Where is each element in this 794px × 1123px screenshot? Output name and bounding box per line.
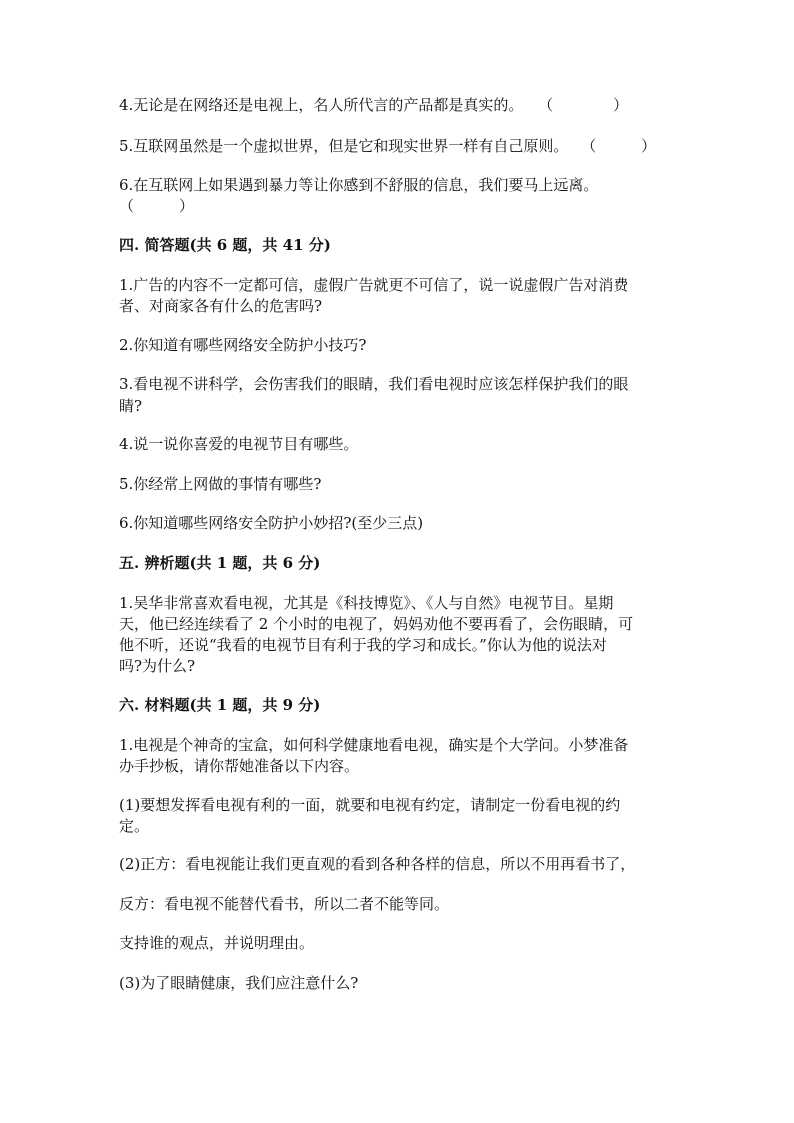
judgment-item-5 <box>119 135 679 158</box>
material-sub2-line1: (2)正方：看电视能让我们更直观的看到各种各样的信息，所以不用再看书了， <box>119 855 636 873</box>
short-answer-q1-line1: 1.广告的内容不一定都可信，虚假广告就更不可信了，说一说虚假广告对消费 <box>119 276 629 294</box>
material-sub1-line1: (1)要想发挥看电视有利的一面，就要和电视有约定，请制定一份看电视的约 <box>119 796 621 814</box>
analysis-q1-line2: 天，他已经连续看了 2 个小时的电视了，妈妈劝他不要再看了，会伤眼睛，可 <box>119 615 634 633</box>
analysis-q1-line1: 1.吴华非常喜欢看电视，尤其是《科技博览》、《人与自然》电视节目。星期 <box>119 594 614 612</box>
judgment-item-6-text: 6.在互联网上如果遇到暴力等让你感到不舒服的信息，我们要马上远离。 <box>119 176 599 194</box>
material-q1-line1: 1.电视是个神奇的宝盒，如何科学健康地看电视，确实是个大学问。小梦准备 <box>119 736 629 754</box>
material-sub2-line3: 支持谁的观点，并说明理由。 <box>119 934 315 952</box>
answer-blank: （ ） <box>581 137 657 155</box>
material-q1-line2: 办手抄板，请你帮她准备以下内容。 <box>119 757 360 775</box>
material-sub1-line2: 定。 <box>119 817 150 835</box>
judgment-item-5-text: 5.互联网虽然是一个虚拟世界，但是它和现实世界一样有自己原则。 <box>119 137 569 155</box>
short-answer-q3-line2: 睛? <box>119 397 143 415</box>
judgment-item-4 <box>119 94 679 117</box>
section-heading-short-answer: 四. 简答题(共 6 题，共 41 分) <box>119 236 331 254</box>
answer-blank: （ ） <box>538 96 629 114</box>
analysis-q1-line3: 他不听，还说“我看的电视节目有利于我的学习和成长。”你认为他的说法对 <box>119 636 607 654</box>
section-heading-analysis: 五. 辨析题(共 1 题，共 6 分) <box>119 554 321 572</box>
short-answer-q5: 5.你经常上网做的事情有哪些? <box>119 475 322 493</box>
short-answer-q4: 4.说一说你喜爱的电视节目有哪些。 <box>119 435 359 453</box>
material-sub3: (3)为了眼睛健康，我们应注意什么? <box>119 974 359 992</box>
judgment-item-4-text: 4.无论是在网络还是电视上，名人所代言的产品都是真实的。 <box>119 96 524 114</box>
section-heading-material: 六. 材料题(共 1 题，共 9 分) <box>119 696 321 714</box>
short-answer-q2: 2.你知道有哪些网络安全防护小技巧? <box>119 336 367 354</box>
analysis-q1-line4: 吗?为什么? <box>119 657 196 675</box>
short-answer-q1-line2: 者、对商家各有什么的危害吗? <box>119 297 323 315</box>
short-answer-q6: 6.你知道哪些网络安全防护小妙招?(至少三点) <box>119 514 424 532</box>
answer-blank: （ ） <box>119 197 195 215</box>
short-answer-q3-line1: 3.看电视不讲科学，会伤害我们的眼睛，我们看电视时应该怎样保护我们的眼 <box>119 375 629 393</box>
material-sub2-line2: 反方：看电视不能替代看书，所以二者不能等同。 <box>119 895 450 913</box>
